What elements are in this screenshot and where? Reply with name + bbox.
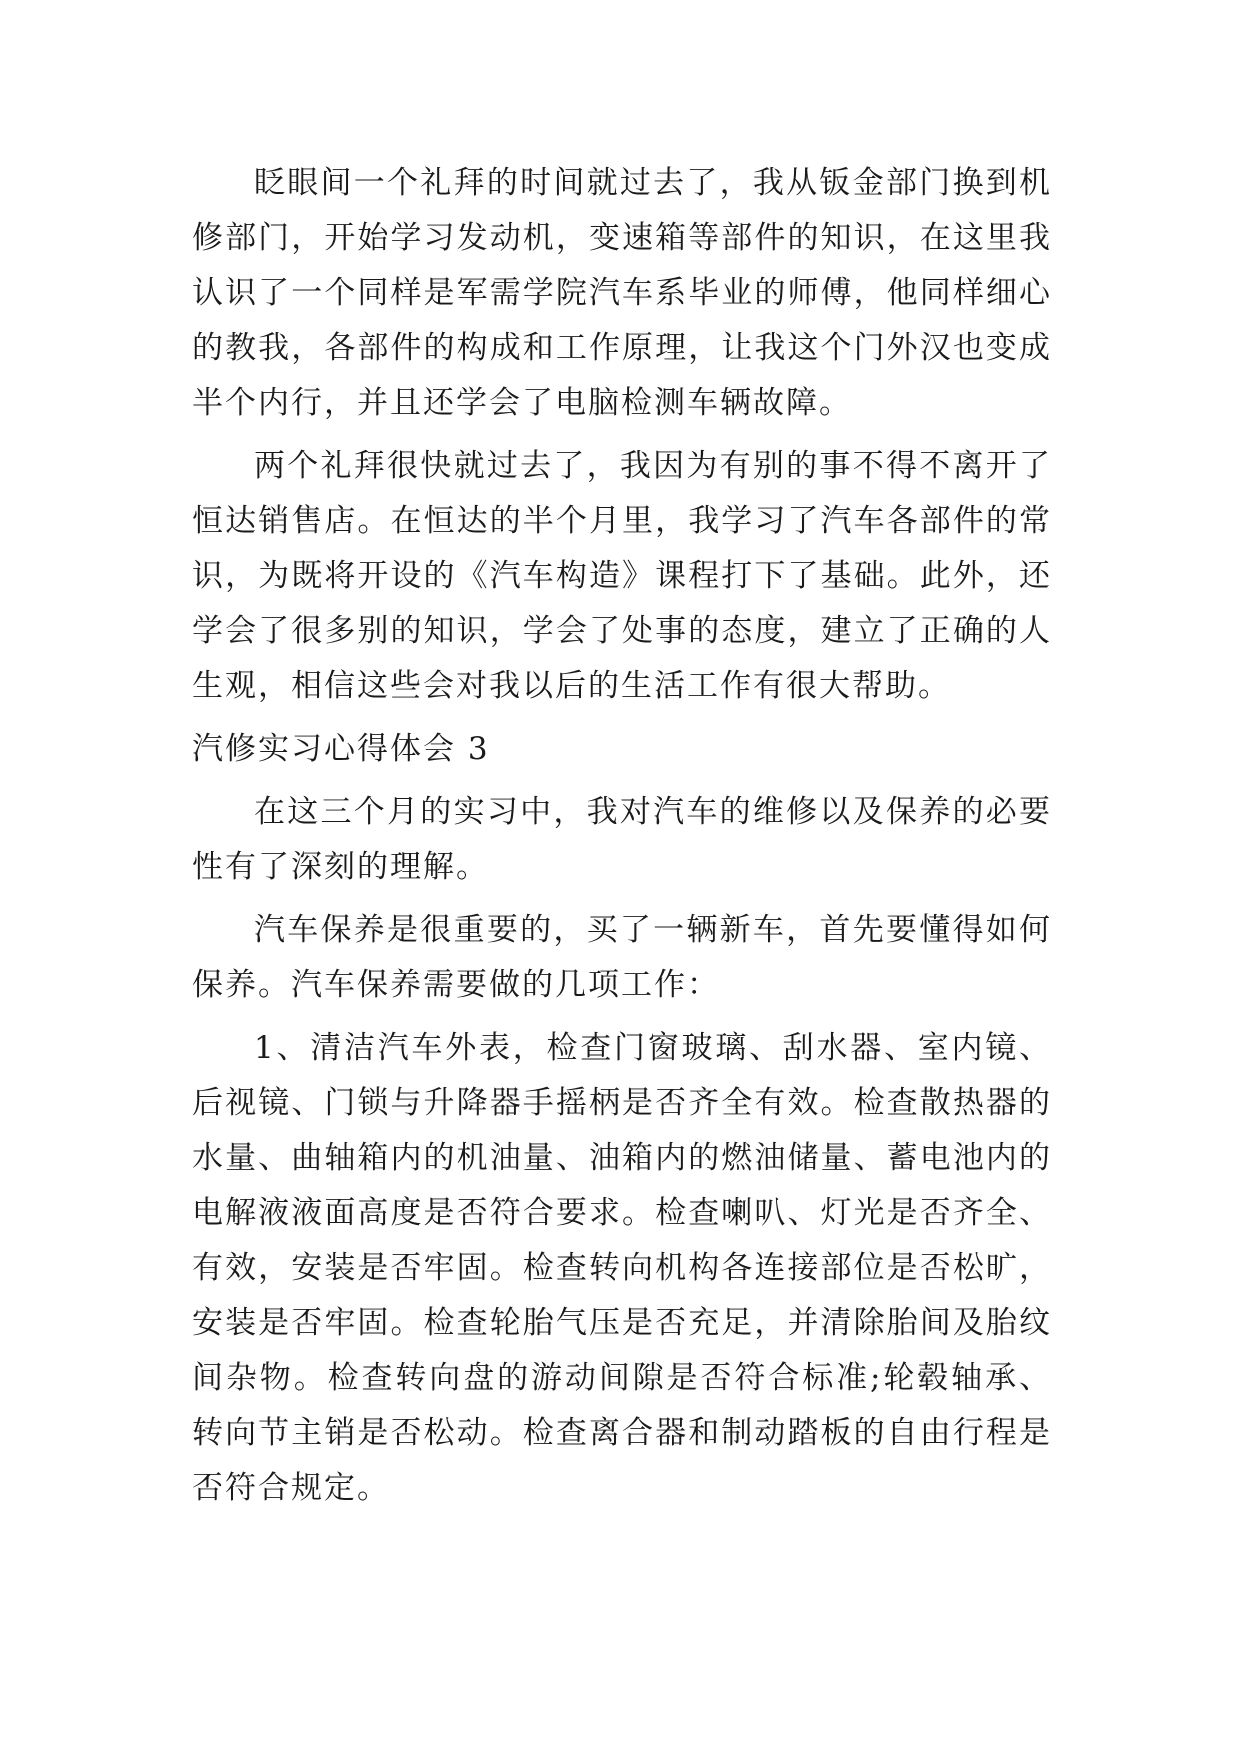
paragraph-internship-understanding: 在这三个月的实习中，我对汽车的维修以及保养的必要性有了深刻的理解。 bbox=[192, 794, 1052, 885]
paragraph-maintenance-item-1: 1、清洁汽车外表，检查门窗玻璃、刮水器、室内镜、后视镜、门锁与升降器手摇柄是否齐全有效。检查散热器的水量、曲轴箱内的机油量、油箱内的燃油储量、蓄电池内的电解液液面高度是否符合要求。检查喇叭、灯光是否齐全、有效，安装是否牢固。检查转向机构各连接部位是否松旷，安装是否牢固。检查轮胎气压是否充足，并清除胎间及胎纹间杂物。检查转向盘的游动间隙是否符合标准;轮毂轴承、转向节主销是否松动。检查离合器和制动踏板的自由行程是否符合规定。 bbox=[192, 1030, 1052, 1506]
paragraph-leaving-store: 两个礼拜很快就过去了，我因为有别的事不得不离开了恒达销售店。在恒达的半个月里，我学习了汽车各部件的常识，为既将开设的《汽车构造》课程打下了基础。此外，还学会了很多别的知识，学会了处事的态度，建立了正确的人生观，相信这些会对我以后的生活工作有很大帮助。 bbox=[192, 448, 1052, 704]
section-heading: 汽修实习心得体会 3 bbox=[192, 731, 490, 767]
paragraph-maintenance-dept: 眨眼间一个礼拜的时间就过去了，我从钣金部门换到机修部门，开始学习发动机，变速箱等部件的知识，在这里我认识了一个同样是军需学院汽车系毕业的师傅，他同样细心的教我，各部件的构成和工作原理，让我这个门外汉也变成半个内行，并且还学会了电脑检测车辆故障。 bbox=[192, 165, 1052, 421]
document-body bbox=[192, 156, 1052, 1524]
paragraph-maintenance-importance: 汽车保养是很重要的，买了一辆新车，首先要懂得如何保养。汽车保养需要做的几项工作： bbox=[192, 912, 1052, 1003]
